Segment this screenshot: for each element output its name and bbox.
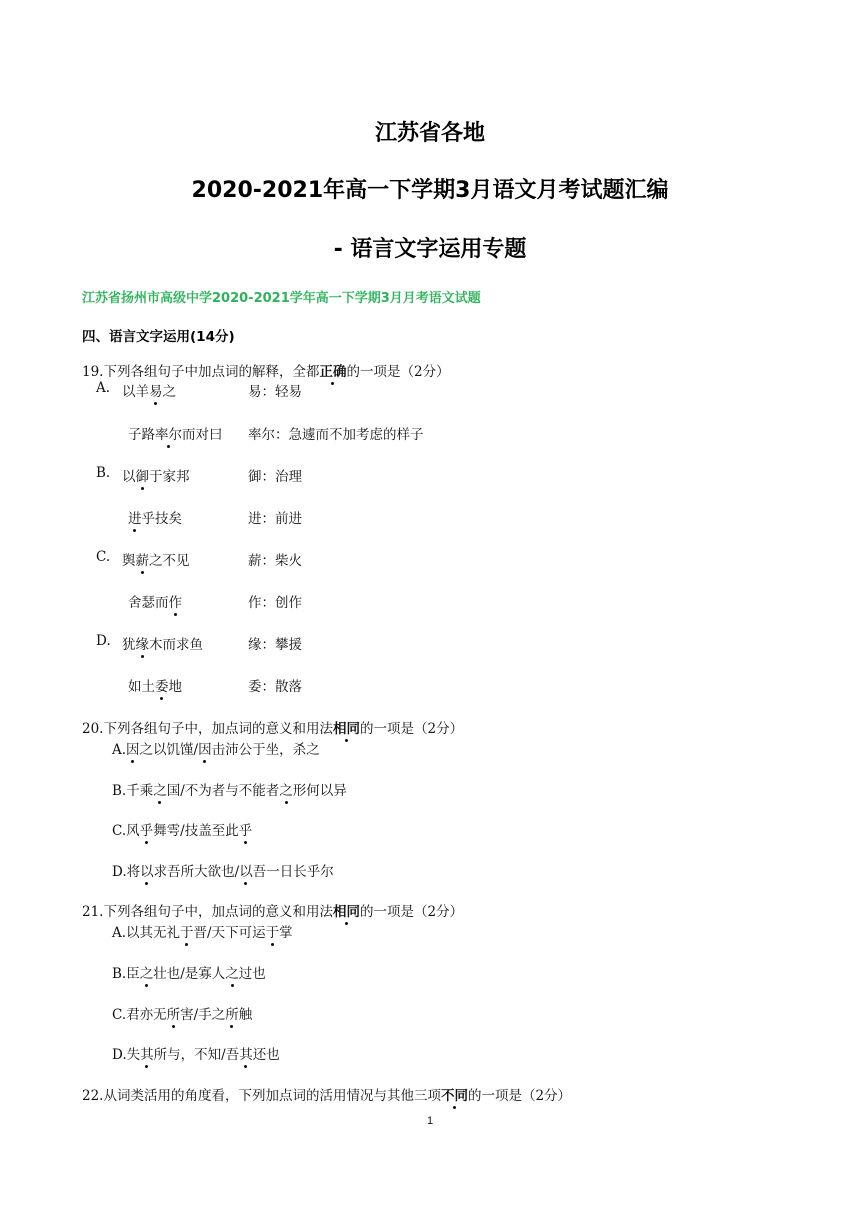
text: 形何以异 (292, 783, 347, 799)
text: 子路 (128, 427, 155, 443)
text: 晋/天下可运 (193, 925, 266, 941)
dotted-word: 易 (149, 380, 163, 400)
dotted-word: 乎 (239, 819, 253, 839)
stem-key-dotted: 相同 (333, 717, 360, 737)
text: 吾一日长乎尔 (252, 864, 334, 880)
text: B.千乘 (112, 783, 154, 799)
q19-d1-explanation: 缘：攀援 (248, 637, 302, 653)
q19-a1-phrase (122, 380, 176, 400)
q20-option-c (112, 819, 252, 839)
text: 地 (168, 679, 182, 695)
dotted-word: 其 (140, 1043, 154, 1063)
dotted-word: 其 (239, 1043, 253, 1063)
stem-text: 19.下列各组句子中加点词的解释，全都 (82, 364, 320, 380)
text: 舆 (122, 553, 136, 569)
text: 国/不为者与不能者 (166, 783, 280, 799)
stem-text-end: 的一项是（2分） (346, 364, 450, 380)
dotted-word: 率尔 (155, 423, 182, 443)
dotted-word: 缘 (136, 633, 150, 653)
q21-option-c (112, 1003, 252, 1023)
text: A. (112, 742, 127, 758)
title-line-1: 江苏省各地 (374, 121, 485, 146)
dotted-word: 之 (153, 779, 167, 799)
dotted-word: 因 (198, 738, 212, 758)
dotted-word: 乎 (140, 819, 154, 839)
dotted-word: 以 (239, 860, 253, 880)
text: 犹 (122, 637, 136, 653)
stem-text: 20.下列各组句子中，加点词的意义和用法 (82, 721, 333, 737)
option-label-c: C. (96, 549, 111, 565)
text: C.风 (112, 823, 140, 839)
q19-b2-phrase (128, 507, 182, 527)
text: 而对曰 (182, 427, 223, 443)
q19-d2-explanation: 委：散落 (248, 679, 302, 695)
text: 木而求鱼 (149, 637, 203, 653)
q19-c2-explanation: 作：创作 (248, 595, 302, 611)
dotted-word: 委 (155, 675, 169, 695)
question-19-stem (82, 360, 450, 380)
stem-text-end: 的一项是（2分） (467, 1088, 572, 1104)
q20-option-d (112, 860, 334, 880)
q19-b1-explanation: 御：治理 (248, 469, 302, 485)
text: 之 (162, 384, 176, 400)
dotted-word: 于 (266, 921, 280, 941)
text: 所与，不知/吾 (153, 1047, 240, 1063)
text: 之以饥馑/ (139, 742, 199, 758)
text: C.君亦无 (112, 1007, 167, 1023)
title-line-2: 2020-2021年高一下学期3月语文月考试题汇编 (191, 178, 669, 203)
q19-a1-explanation: 易：轻易 (248, 384, 302, 400)
text: 触 (238, 1007, 253, 1023)
dotted-word: 作 (169, 591, 183, 611)
dotted-word: 薪 (136, 549, 150, 569)
text: D.将 (112, 864, 141, 880)
text: A.以其无礼 (112, 925, 181, 941)
question-20-stem (82, 717, 463, 737)
text: 舞雩/技盖至此 (153, 823, 239, 839)
q20-option-b (112, 779, 347, 799)
text: 击沛公于坐，杀之 (211, 742, 320, 758)
text: 乎技矣 (141, 511, 182, 527)
text: 求吾所大欲也/ (153, 864, 240, 880)
stem-text: 21.下列各组句子中，加点词的意义和用法 (82, 904, 333, 920)
q19-a2-explanation: 率尔：急遽而不加考虑的样子 (248, 427, 424, 443)
source-heading: 江苏省扬州市高级中学2020-2021学年高一下学期3月月考语文试题 (82, 291, 481, 306)
page-number: 1 (426, 1115, 434, 1127)
text: 于家邦 (149, 469, 190, 485)
text: D.失 (112, 1047, 141, 1063)
text: B.臣 (112, 966, 140, 982)
dotted-word: 因 (126, 738, 140, 758)
q21-option-b (112, 962, 266, 982)
question-21-stem (82, 900, 463, 920)
text: 还也 (252, 1047, 280, 1063)
text: 过也 (238, 966, 266, 982)
q19-b2-explanation: 进：前进 (248, 511, 302, 527)
stem-text-end: 的一项是（2分） (359, 904, 464, 920)
q19-d2-phrase (128, 675, 182, 695)
stem-key-dotted: 相同 (333, 900, 360, 920)
text: 壮也/是寡人 (153, 966, 226, 982)
text: 如土 (128, 679, 155, 695)
question-22-stem (82, 1084, 571, 1104)
dotted-word: 之 (225, 962, 239, 982)
text: 以羊 (122, 384, 149, 400)
section-heading: 四、语言文字运用(14分) (82, 329, 235, 345)
stem-key-dotted: 正确 (319, 360, 346, 380)
q20-option-a (112, 738, 320, 758)
stem-text: 22.从词类活用的角度看，下列加点词的活用情况与其他三项 (82, 1088, 441, 1104)
q19-c1-explanation: 薪：柴火 (248, 553, 302, 569)
dotted-word: 所 (225, 1003, 239, 1023)
q19-d1-phrase (122, 633, 203, 653)
option-label-d: D. (96, 633, 111, 649)
stem-key-dotted: 不同 (441, 1084, 468, 1104)
dotted-word: 于 (180, 921, 194, 941)
dotted-word: 之 (279, 779, 293, 799)
text: 之不见 (149, 553, 190, 569)
stem-text-end: 的一项是（2分） (359, 721, 464, 737)
q21-option-a (112, 921, 293, 941)
dotted-word: 御 (136, 465, 150, 485)
option-label-b: B. (96, 465, 111, 481)
option-label-a: A. (96, 380, 111, 396)
q21-option-d (112, 1043, 280, 1063)
q19-c2-phrase (128, 591, 182, 611)
text: 害/手之 (180, 1007, 226, 1023)
q19-b1-phrase (122, 465, 190, 485)
dotted-word: 所 (167, 1003, 181, 1023)
q19-a2-phrase (128, 423, 223, 443)
dotted-word: 之 (140, 962, 154, 982)
title-line-3: - 语言文字运用专题 (333, 237, 527, 262)
dotted-word: 以 (140, 860, 154, 880)
q19-c1-phrase (122, 549, 190, 569)
text: 以 (122, 469, 136, 485)
text: 掌 (279, 925, 293, 941)
text: 舍瑟而 (128, 595, 169, 611)
dotted-word: 进 (128, 507, 142, 527)
